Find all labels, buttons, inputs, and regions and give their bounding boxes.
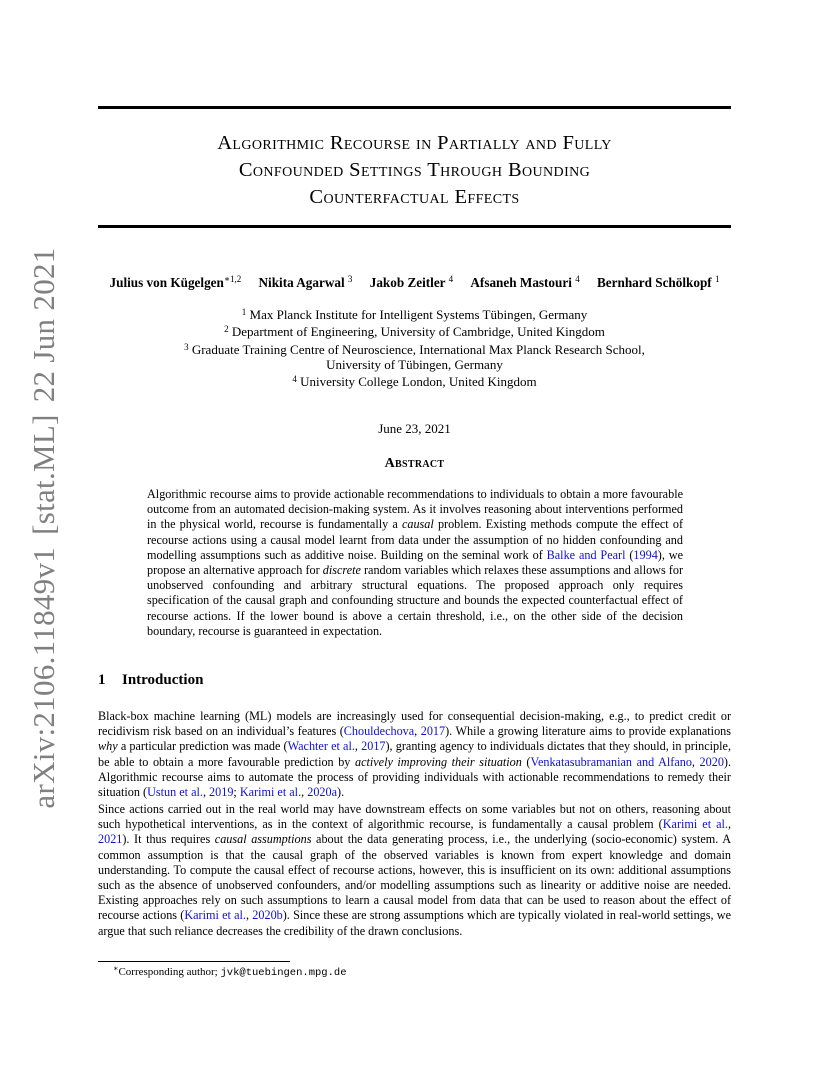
affiliation: $^1$ Max Planck Institute for Intelligent Systems Tübingen, Germany	[241, 307, 588, 322]
author-affil-marker: ∗1,2	[223, 274, 242, 284]
author-list	[98, 274, 731, 291]
citation-link[interactable]: 2021	[98, 832, 123, 847]
author-affil-marker: 3	[347, 274, 353, 284]
author-name: Julius von Kügelgen	[109, 275, 224, 290]
citation-link[interactable]: Balke and Pearl	[546, 547, 626, 562]
section-title: Introduction	[122, 672, 204, 688]
title-line: Counterfactual Effects	[309, 186, 520, 208]
author-name: Afsaneh Mastouri	[470, 275, 572, 290]
citation-link[interactable]: Karimi et al.	[662, 817, 728, 832]
author	[470, 275, 579, 290]
footnote: ∗Corresponding author; jvk@tuebingen.mpg.de	[113, 964, 347, 979]
title-rule-bottom	[98, 225, 731, 228]
author-name: Nikita Agarwal	[258, 275, 345, 290]
citation-link[interactable]: 2017	[361, 739, 386, 754]
arxiv-id[interactable]: arXiv:2106.11849v1	[26, 546, 61, 809]
author-affil-marker: 1	[714, 274, 720, 284]
author	[370, 275, 453, 290]
footnote-rule	[98, 961, 290, 962]
citation-link[interactable]: Karimi et al.	[184, 908, 246, 923]
paper-date: June 23, 2021	[378, 421, 451, 436]
citation-link[interactable]: Wachter et al.	[287, 739, 355, 754]
section-heading	[98, 672, 203, 689]
email-address[interactable]: jvk@tuebingen.mpg.de	[220, 967, 347, 979]
author-affil-marker: 4	[575, 274, 580, 284]
title-line: Confounded Settings Through Bounding	[238, 159, 591, 181]
arxiv-date: 22 Jun 2021	[26, 247, 61, 403]
paper-title	[98, 130, 731, 211]
citation-link[interactable]: Chouldechova	[343, 724, 415, 739]
paragraph: Since actions carried out in the real world may have downstream effects on some variables but not on others, reasoning about such hypothetical interventions, as in the context of algorithmic recourse, is fundamentally a causal problem (Karimi et al., 2021). It thus requires causal assumptions about the data generating process, i.e., the underlying (socio-economic) system. A common assumption is that the causal graph of the observed variables is known from expert knowledge and domain understanding. To compute the causal effect of recourse actions, however, this is insufficient on its own: additional assumptions such as the absence of unobserved confounders, and/or modelling assumptions such as linearity or additive noise are needed. Existing approaches rely on such assumptions to learn a causal model from data that can be used to reason about the effect of recourse actions (Karimi et al., 2020b). Since these are strong assumptions which are typically violated in real-world settings, we argue that such reliance decreases the credibility of the drawn conclusions.	[98, 802, 732, 938]
affiliation: $^3$ Graduate Training Centre of Neuroscience, International Max Planck Research School,	[184, 341, 645, 357]
title-rule-top	[98, 106, 731, 109]
citation-link[interactable]: 2019	[209, 785, 234, 800]
author	[259, 275, 353, 290]
citation-link[interactable]: 2020a	[307, 785, 338, 800]
affiliation-list	[98, 305, 731, 389]
author	[597, 275, 719, 290]
abstract-body: Algorithmic recourse aims to provide actionable recommendations to individuals to obtain a more favourable outcome from an automated decision-making system. As it involves reasoning about interventions performed in the physical world, recourse is fundamentally a causal problem. Existing methods compute the effect of recourse actions using a causal model learnt from data under the assumption of no hidden confounding and modelling assumptions such as additive noise. Building on the seminal work of Balke and Pearl (1994), we propose an alternative approach for discrete random variables which relaxes these assumptions and allows for unobserved confounding and arbitrary structural equations. The proposed approach only requires specification of the causal graph and confounding structure and bounds the expected counterfactual effect of recourse actions. If the lower bound is above a certain threshold, i.e., on the other side of the decision boundary, recourse is guaranteed in expectation.	[147, 487, 684, 638]
author	[110, 275, 242, 290]
author-affil-marker: 4	[448, 274, 454, 284]
section-number: 1	[98, 672, 106, 688]
footnote-marker: ∗	[113, 964, 119, 973]
citation-link[interactable]: 2020	[699, 754, 724, 769]
affiliation: $^2$ Department of Engineering, University of Cambridge, United Kingdom	[224, 324, 605, 340]
arxiv-category: [stat.ML]	[26, 414, 61, 535]
paragraph: Black-box machine learning (ML) models are increasingly used for consequential decision-making, e.g., to predict credit or recidivism risk based on an individual’s features (Chouldechova, 2017). While a growing literature aims to provide explanations why a particular prediction was made (Wachter et al., 2017), granting agency to individuals dictates that they should, in principle, be able to obtain a more favourable prediction by actively improving their situation (Venkatasubramanian and Alfano, 2020). Algorithmic recourse aims to automate the process of providing individuals with actionable recommendations to remedy their situation (Ustun et al., 2019; Karimi et al., 2020a).	[98, 709, 732, 800]
citation-link[interactable]: 2020b	[252, 908, 283, 923]
author-name: Bernhard Schölkopf	[596, 275, 712, 290]
affiliation: University of Tübingen, Germany	[326, 356, 503, 372]
citation-link[interactable]: Venkatasubramanian and Alfano	[530, 754, 692, 769]
citation-link[interactable]: Karimi et al.	[239, 785, 302, 800]
citation-link[interactable]: 2017	[420, 724, 446, 739]
citation-link[interactable]: Ustun et al.	[147, 785, 203, 800]
arxiv-watermark	[26, 241, 62, 814]
affiliation: $^4$ University College London, United Kingdom	[292, 374, 537, 390]
title-line: Algorithmic Recourse in Partially and Fully	[217, 132, 612, 154]
citation-link[interactable]: 1994	[633, 547, 658, 562]
author-name: Jakob Zeitler	[369, 275, 446, 290]
abstract-heading: Abstract	[384, 456, 445, 471]
